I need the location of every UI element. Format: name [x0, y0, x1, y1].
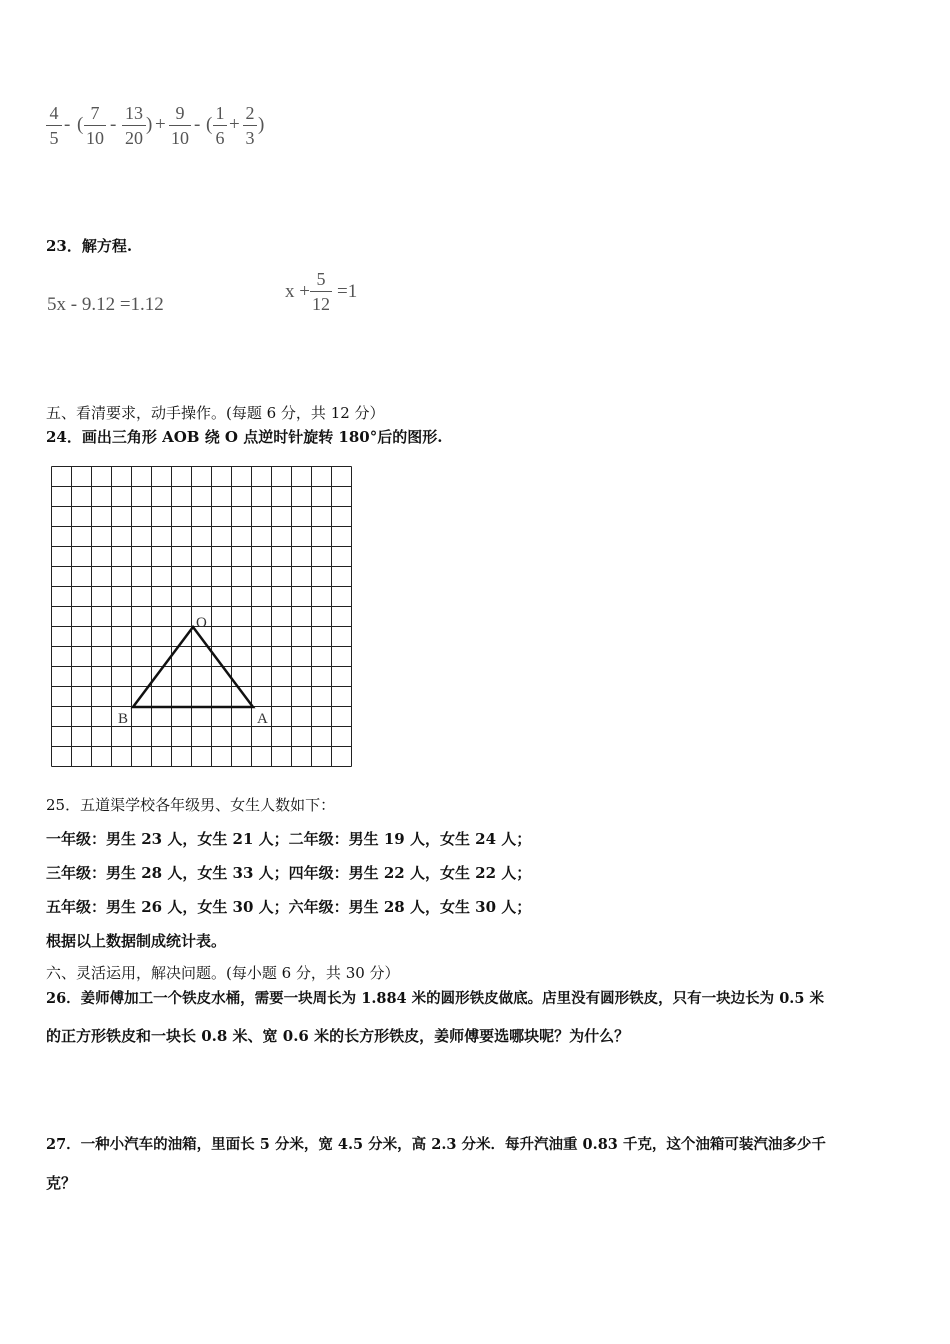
q27-line-2: 克？	[46, 1174, 77, 1192]
q26-line-1: 26．姜师傅加工一个铁皮水桶，需要一块周长为 1.884 米的圆形铁皮做底。店里没有圆形铁皮，只有一块边长为 0.5 米	[46, 990, 824, 1007]
q25-line-1: 一年级：男生 23 人，女生 21 人；二年级：男生 19 人，女生 24 人；	[46, 830, 532, 848]
eq2-right: =1	[337, 281, 358, 302]
left-paren: (	[77, 114, 84, 135]
right-paren: )	[258, 114, 265, 135]
section-5-heading: 五、看清要求，动手操作。(每题 6 分，共 12 分）	[46, 404, 385, 422]
fraction-2-3: 2 3	[243, 102, 257, 149]
q25-line-4: 根据以上数据制成统计表。	[46, 932, 227, 950]
right-paren: )	[146, 114, 153, 135]
q26-line-2: 的正方形铁皮和一块长 0.8 米、宽 0.6 米的长方形铁皮，姜师傅要选哪块呢？为什么？	[46, 1027, 630, 1045]
section-6-heading: 六、灵活运用，解决问题。(每小题 6 分，共 30 分）	[46, 964, 400, 982]
label-a: A	[257, 711, 268, 727]
fraction-1-6: 1 6	[213, 102, 227, 149]
q23-title: 23．解方程.	[46, 237, 133, 255]
fraction-13-20: 13 20	[122, 102, 146, 149]
q25-line-2: 三年级：男生 28 人，女生 33 人；四年级：男生 22 人，女生 22 人；	[46, 864, 532, 882]
eq2-left: x +	[285, 281, 310, 302]
grid-figure	[50, 465, 354, 769]
q24-title: 24．画出三角形 AOB 绕 O 点逆时针旋转 180°后的图形.	[46, 428, 443, 446]
q25-line-3: 五年级：男生 26 人，女生 30 人；六年级：男生 28 人，女生 30 人；	[46, 898, 532, 916]
left-paren: (	[206, 114, 213, 135]
fraction-7-10: 7 10	[86, 103, 104, 148]
fraction-9-10: 9 10	[171, 103, 189, 148]
label-o: O	[196, 615, 207, 631]
minus-sign: -	[64, 114, 71, 135]
minus-sign: -	[194, 114, 201, 135]
fraction-4-5: 4 5	[46, 102, 62, 149]
q25-title: 25．五道渠学校各年级男、女生人数如下：	[46, 796, 336, 814]
plus-sign: +	[155, 114, 166, 135]
plus-sign: +	[229, 114, 240, 135]
minus-sign: -	[110, 114, 117, 135]
label-b: B	[118, 711, 129, 727]
q27-line-1: 27．一种小汽车的油箱，里面长 5 分米，宽 4.5 分米，高 2.3 分米．每升汽油重 0.83 千克，这个油箱可装汽油多少千	[46, 1136, 826, 1153]
q23-equation-1: 5x - 9.12 =1.12	[47, 294, 164, 315]
fraction-5-12: 5 12	[312, 269, 330, 314]
